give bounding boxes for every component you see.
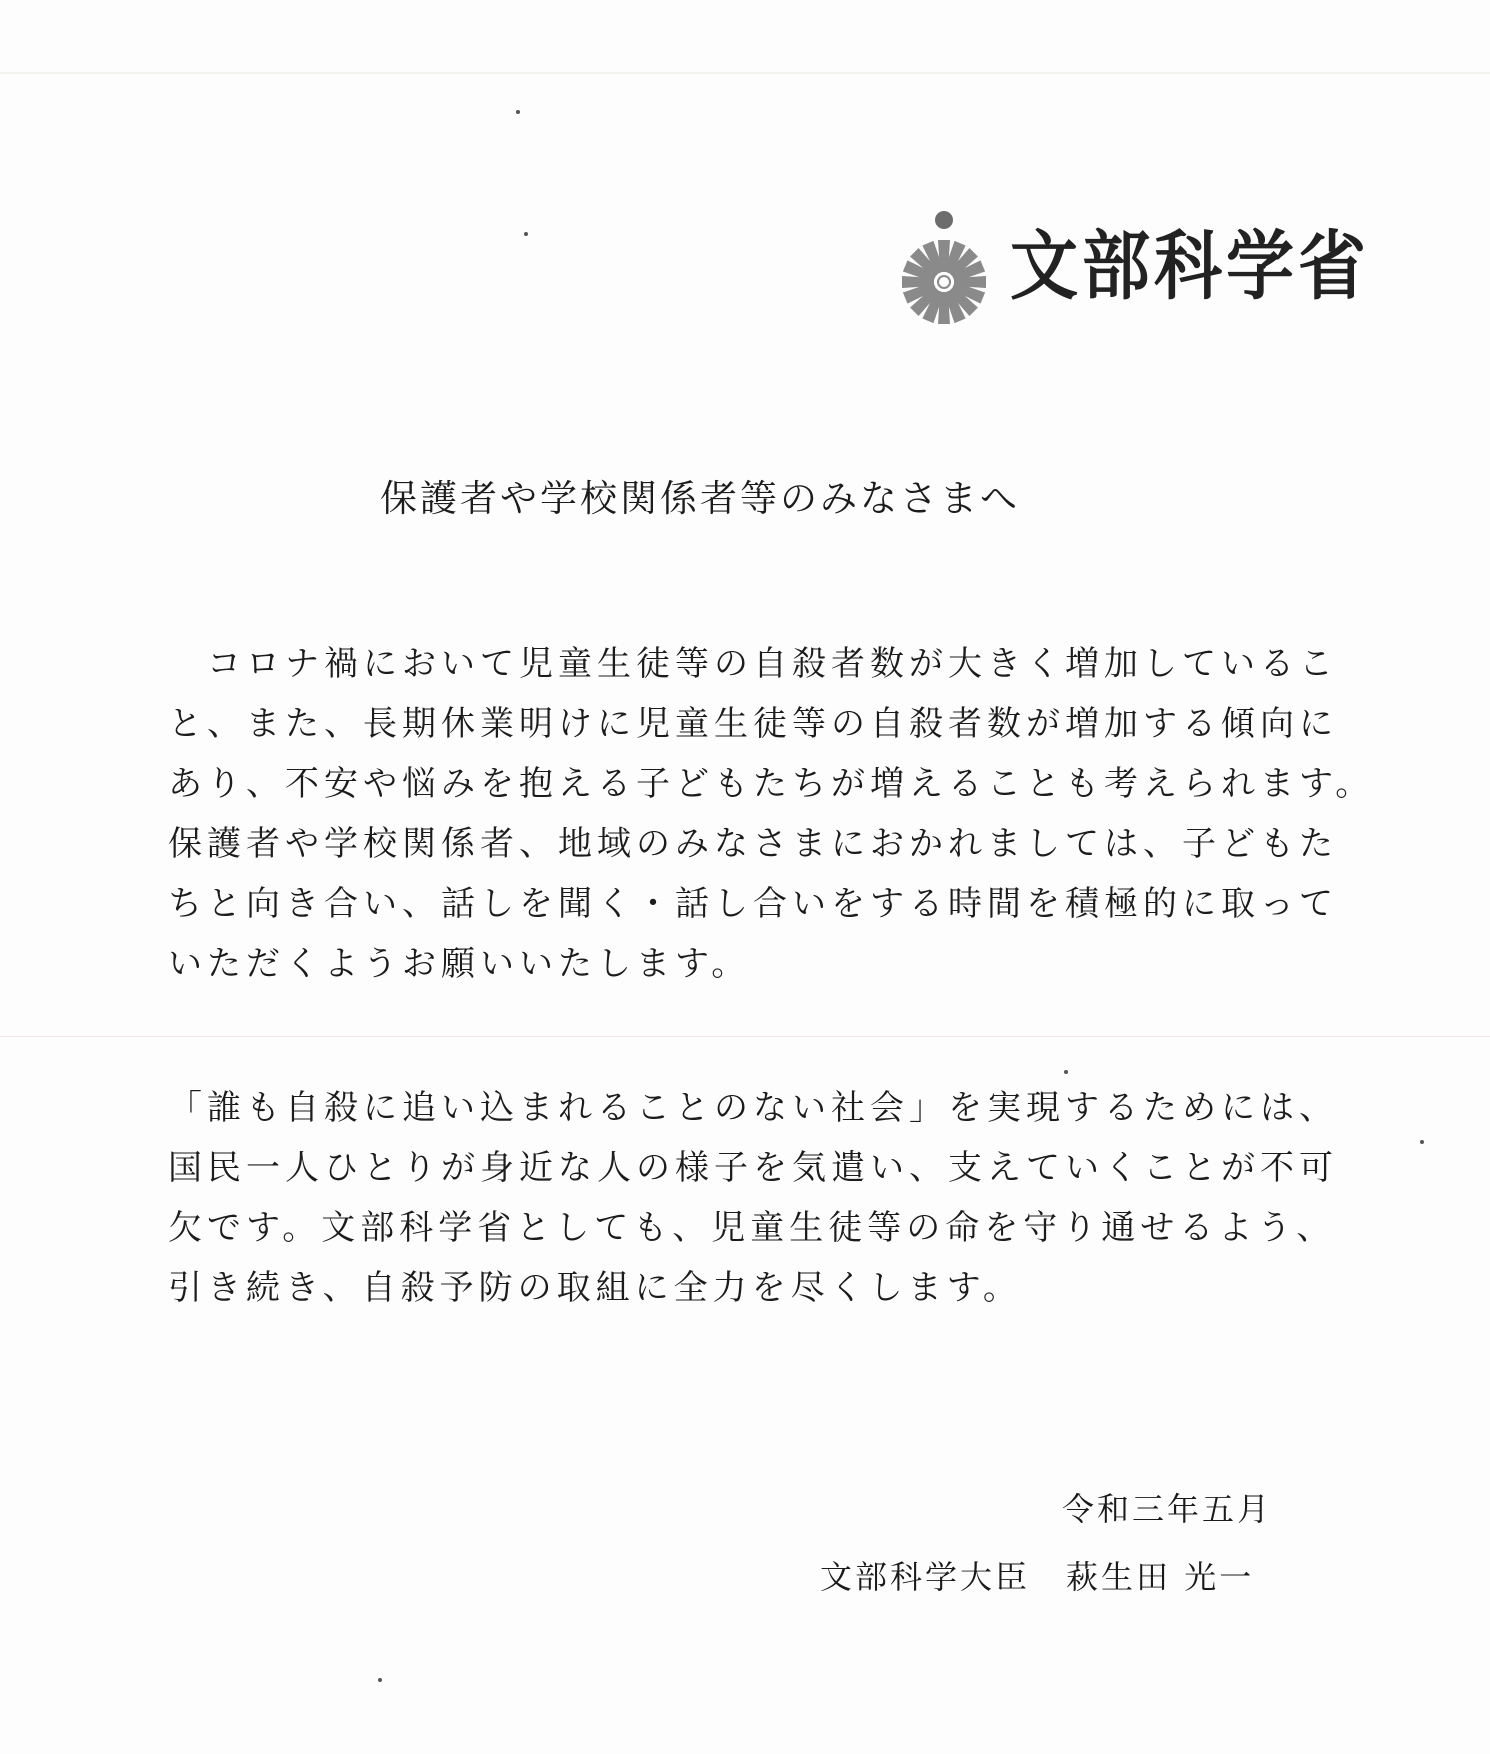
- ministry-letterhead: [900, 208, 1370, 328]
- scan-speck: [1420, 1140, 1424, 1144]
- paragraph-line: コロナ禍において児童生徒等の自殺者数が大きく増加しているこ: [168, 644, 1338, 684]
- scan-speck: [1064, 1070, 1068, 1074]
- signer-name: 萩生田 光一: [1066, 1558, 1255, 1596]
- scan-edge-tint: [0, 72, 1490, 74]
- letter-title: 保護者や学校関係者等のみなさまへ: [380, 477, 1020, 520]
- ministry-emblem-icon: [900, 208, 996, 328]
- body-paragraph-2: [168, 1078, 1338, 1318]
- paragraph-line: あり、不安や悩みを抱える子どもたちが増えることも考えられます。: [168, 764, 1375, 804]
- signature-block: [820, 1552, 1254, 1598]
- scan-speck: [516, 110, 520, 114]
- paragraph-line: と、また、長期休業明けに児童生徒等の自殺者数が増加する傾向に: [168, 704, 1338, 744]
- paragraph-line: ちと向き合い、話しを聞く・話し合いをする時間を積極的に取って: [168, 884, 1338, 924]
- scan-speck: [524, 232, 528, 236]
- body-paragraph-1: [168, 634, 1375, 994]
- paragraph-line: いただくようお願いいたします。: [168, 944, 751, 984]
- ministry-name: 文部科学省: [1010, 224, 1371, 311]
- paper-fold-line: [0, 1036, 1490, 1037]
- paragraph-line: 保護者や学校関係者、地域のみなさまにおかれましては、子どもた: [168, 824, 1338, 864]
- paragraph-line: 国民一人ひとりが身近な人の様子を気遣い、支えていくことが不可: [168, 1148, 1338, 1188]
- paragraph-line: 「誰も自殺に追い込まれることのない社会」を実現するためには、: [168, 1088, 1338, 1128]
- letter-date: 令和三年五月: [1062, 1490, 1273, 1528]
- paragraph-line: 欠です。文部科学省としても、児童生徒等の命を守り通せるよう、: [168, 1208, 1336, 1248]
- signer-position: 文部科学大臣: [820, 1558, 1031, 1596]
- paragraph-line: 引き続き、自殺予防の取組に全力を尽くします。: [168, 1268, 1022, 1308]
- scan-speck: [378, 1678, 382, 1682]
